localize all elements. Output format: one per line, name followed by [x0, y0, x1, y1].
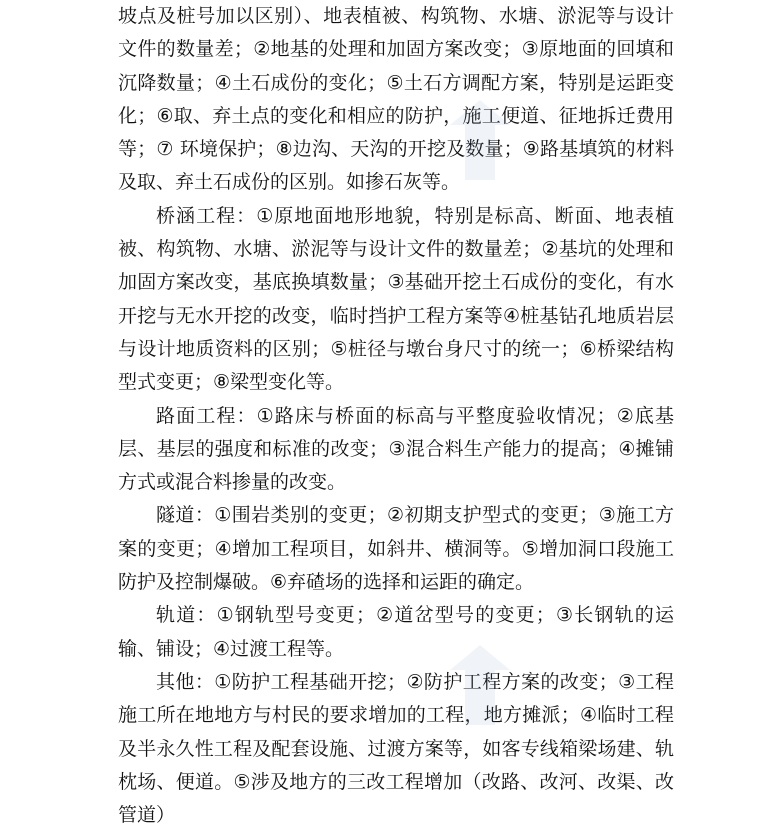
paragraph-tunnels: 隧道：①围岩类别的变更；②初期支护型式的变更；③施工方案的变更；④增加工程项目，如斜井、横洞等。⑤增加洞口段施工防护及控制爆破。⑥弃碴场的选择和运距的确定。: [118, 504, 674, 594]
document-body: [118, 0, 674, 832]
paragraph-pavement: 路面工程：①路床与桥面的标高与平整度验收情况；②底基层、基层的强度和标准的改变；③混合料生产能力的提高；④摊铺方式或混合料掺量的改变。: [118, 404, 674, 494]
paragraph-track: 轨道：①钢轨型号变更；②道岔型号的变更；③长钢轨的运输、铺设；④过渡工程等。: [118, 604, 674, 660]
paragraph-other: 其他：①防护工程基础开挖；②防护工程方案的改变；③工程施工所在地地方与村民的要求增加的工程，地方摊派；④临时工程及半永久性工程及配套设施、过渡方案等，如客专线箱梁场建、轨枕场、便道。⑤涉及地方的三改工程增加（改路、改河、改渠、改管道）: [118, 670, 674, 827]
paragraph-bridges-culverts: 桥涵工程：①原地面地形地貌，特别是标高、断面、地表植被、构筑物、水塘、淤泥等与设计文件的数量差；②基坑的处理和加固方案改变，基底换填数量；③基础开挖土石成份的变化，有水开挖与无水开挖的改变，临时挡护工程方案等④桩基钻孔地质岩层与设计地质资料的区别；⑤桩径与墩台身尺寸的统一；⑥桥梁结构型式变更；⑧梁型变化等。: [118, 204, 674, 394]
paragraph-roadbed-continued: 坡点及桩号加以区别）、地表植被、构筑物、水塘、淤泥等与设计文件的数量差；②地基的处理和加固方案改变；③原地面的回填和沉降数量；④土石成份的变化；⑤土石方调配方案，特别是运距变化；⑥取、弃土点的变化和相应的防护，施工便道、征地拆迁费用等；⑦ 环境保护；⑧边沟、天沟的开挖及数量；⑨路基填筑的材料及取、弃土石成份的区别。如掺石灰等。: [118, 5, 674, 194]
